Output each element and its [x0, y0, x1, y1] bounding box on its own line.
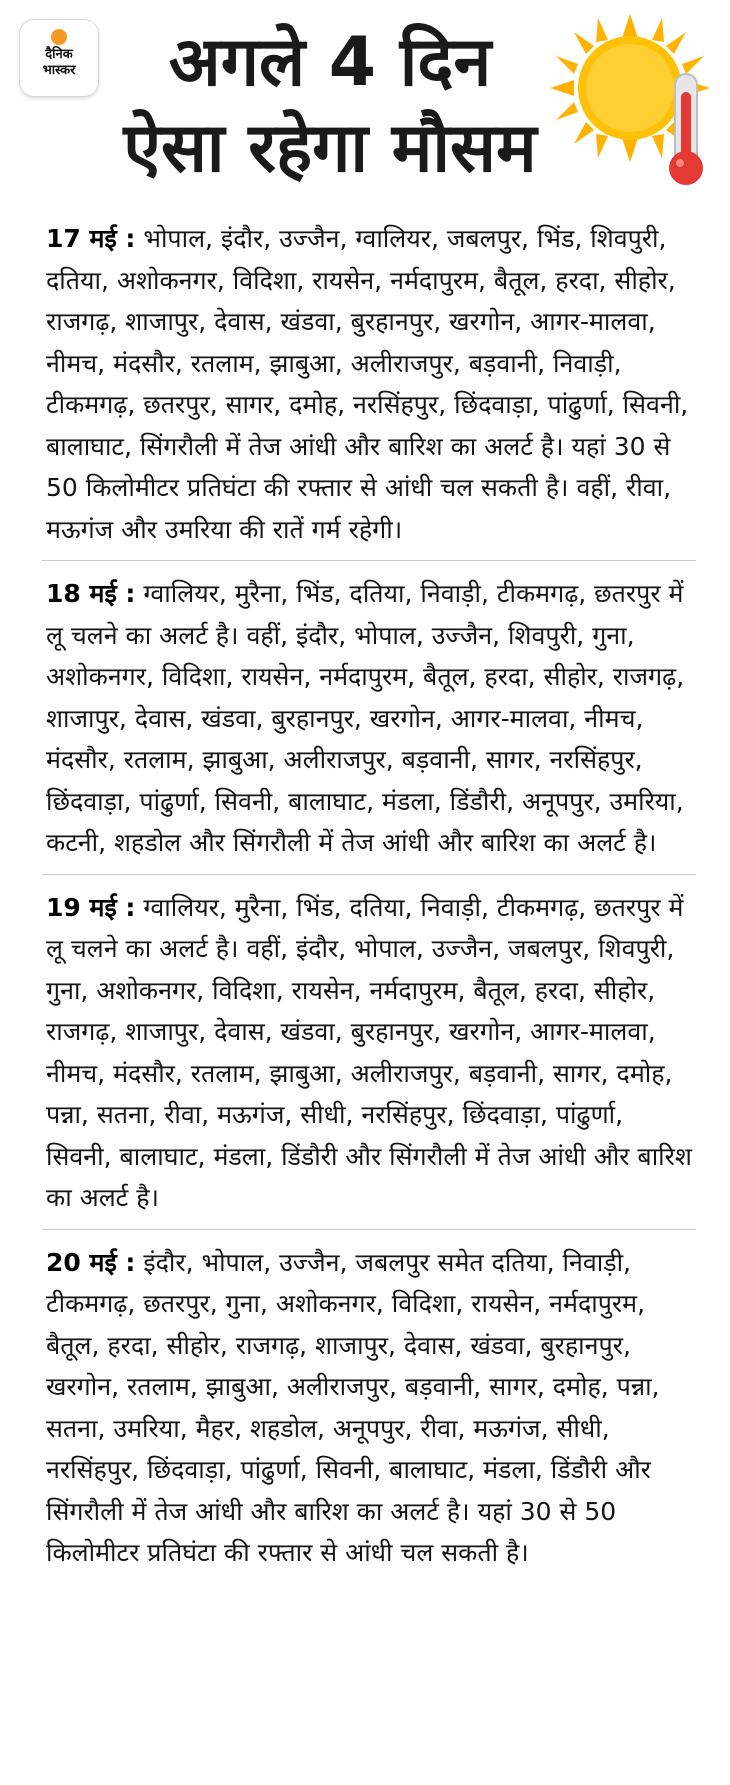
forecast-date: 20 मई : [46, 1247, 136, 1277]
forecast-date: 17 मई : [46, 224, 136, 253]
forecast-text: इंदौर, भोपाल, उज्जैन, जबलपुर समेत दतिया, निवाड़ी, टीकमगढ़, छतरपुर, गुना, अशोकनगर, विदिशा, रायसेन, नर्मदापुरम, बैतूल, हरदा, सीहोर, राजगढ़, शाजापुर, देवास, खंडवा, बुरहानपुर, खरगोन, रतलाम, झाबुआ, अलीराजपुर, बड़वानी, सागर, दमोह, पन्ना, सतना, उमरिया, मैहर, शहडोल, अनूपपुर, रीवा, मऊगंज, सीधी, नरसिंहपुर, छिंदवाड़ा, पांढुर्णा, सिवनी, बालाघाट, मंडला, डिंडौरी और सिंगरौली में तेज आंधी और बारिश का अलर्ट है। यहां 30 से 50 किलोमीटर प्रतिघंटा की रफ्तार से आंधी चल सकती है। [46, 1247, 660, 1567]
logo-text-line1: दैनिक [45, 47, 73, 62]
forecast-text: भोपाल, इंदौर, उज्जैन, ग्वालियर, जबलपुर, भिंड, शिवपुरी, दतिया, अशोकनगर, विदिशा, रायसेन, नर्मदापुरम, बैतूल, हरदा, सीहोर, राजगढ़, शाजापुर, देवास, खंडवा, बुरहानपुर, खरगोन, आगर-मालवा, नीमच, मंदसौर, रतलाम, झाबुआ, अलीराजपुर, बड़वानी, निवाड़ी, टीकमगढ़, छतरपुर, सागर, दमोह, नरसिंहपुर, छिंदवाड़ा, पांढुर्णा, सिवनी, बालाघाट, सिंगरौली में तेज आंधी और बारिश का अलर्ट है। यहां 30 से 50 किलोमीटर प्रतिघंटा की रफ्तार से आंधी चल सकती है। वहीं, रीवा, मऊगंज और उमरिया की रातें गर्म रहेगी। [46, 224, 689, 544]
forecast-text: ग्वालियर, मुरैना, भिंड, दतिया, निवाड़ी, टीकमगढ़, छतरपुर में लू चलने का अलर्ट है। वहीं, इंदौर, भोपाल, उज्जैन, शिवपुरी, गुना, अशोकनगर, विदिशा, रायसेन, नर्मदापुरम, बैतूल, हरदा, सीहोर, राजगढ़, शाजापुर, देवास, खंडवा, बुरहानपुर, खरगोन, आगर-मालवा, नीमच, मंदसौर, रतलाम, झाबुआ, अलीराजपुर, बड़वानी, सागर, नरसिंहपुर, छिंदवाड़ा, पांढुर्णा, सिवनी, बालाघाट, मंडला, डिंडौरी, अनूपपुर, उमरिया, कटनी, शहडोल और सिंगरौली में तेज आंधी और बारिश का अलर्ट है। [46, 579, 685, 857]
section-divider [42, 560, 696, 561]
forecast-content [46, 218, 692, 1574]
forecast-section-18-may [46, 573, 692, 864]
section-divider [42, 874, 696, 875]
forecast-text: ग्वालियर, मुरैना, भिंड, दतिया, निवाड़ी, टीकमगढ़, छतरपुर में लू चलने का अलर्ट है। वहीं, इंदौर, भोपाल, उज्जैन, जबलपुर, शिवपुरी, गुना, अशोकनगर, विदिशा, रायसेन, नर्मदापुरम, बैतूल, हरदा, सीहोर, राजगढ़, शाजापुर, देवास, खंडवा, बुरहानपुर, खरगोन, आगर-मालवा, नीमच, मंदसौर, रतलाम, झाबुआ, अलीराजपुर, बड़वानी, सागर, दमोह, पन्ना, सतना, रीवा, मऊगंज, सीधी, नरसिंहपुर, छिंदवाड़ा, पांढुर्णा, सिवनी, बालाघाट, मंडला, डिंडौरी और सिंगरौली में तेज आंधी और बारिश का अलर्ट है। [46, 892, 692, 1212]
sun-icon [548, 8, 723, 193]
forecast-section-17-may [46, 218, 692, 550]
forecast-date: 18 मई : [46, 579, 136, 608]
title-line-1: अगले 4 दिन [168, 23, 492, 102]
title-line-2: ऐसा रहेगा मौसम [123, 109, 537, 188]
forecast-section-19-may [46, 887, 692, 1219]
page-title [90, 20, 570, 192]
logo-text-line2: भास्कर [42, 63, 76, 78]
header [0, 0, 730, 196]
section-divider [42, 1229, 696, 1230]
logo-sun-dot [51, 29, 67, 45]
forecast-section-20-may [46, 1242, 692, 1574]
dainik-bhaskar-logo [20, 20, 98, 96]
thermometer-icon [669, 74, 703, 185]
forecast-date: 19 मई : [46, 892, 136, 922]
